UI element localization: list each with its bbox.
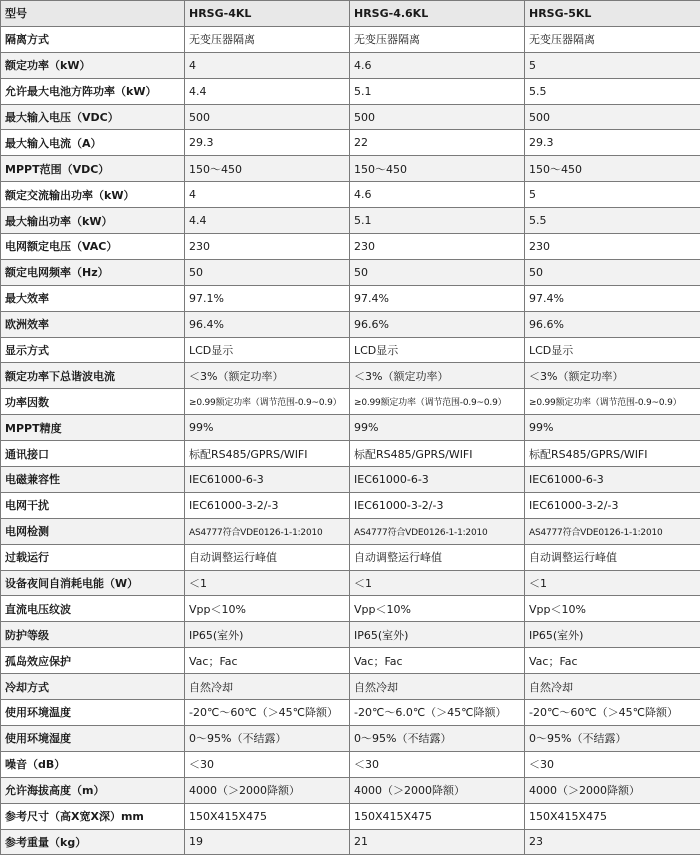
value-cell: 4 xyxy=(185,52,350,78)
value-cell: 150X415X475 xyxy=(185,803,350,829)
value-cell: Vpp＜10% xyxy=(525,596,700,622)
row-label: 最大输入电压（VDC） xyxy=(1,104,185,130)
row-label: 参考尺寸（高X宽X深）mm xyxy=(1,803,185,829)
value-cell: 150～450 xyxy=(185,156,350,182)
value-cell: Vac；Fac xyxy=(350,648,525,674)
table-row xyxy=(1,829,700,855)
value-cell: ＜30 xyxy=(185,751,350,777)
value-cell: Vpp＜10% xyxy=(350,596,525,622)
value-cell: 标配RS485/GPRS/WIFI xyxy=(525,441,700,467)
value-cell: 23 xyxy=(525,829,700,855)
table-header-row xyxy=(1,1,700,27)
value-cell: 自然冷却 xyxy=(350,674,525,700)
row-label: 电网干扰 xyxy=(1,492,185,518)
value-cell: AS4777符合VDE0126-1-1:2010 xyxy=(185,518,350,544)
row-label: 额定功率下总谐波电流 xyxy=(1,363,185,389)
value-cell: 4.6 xyxy=(350,52,525,78)
value-cell: LCD显示 xyxy=(525,337,700,363)
value-cell: ＜3%（额定功率） xyxy=(185,363,350,389)
value-cell: 4.4 xyxy=(185,208,350,234)
table-row xyxy=(1,156,700,182)
row-label: 允许最大电池方阵功率（kW） xyxy=(1,78,185,104)
row-label: 直流电压纹波 xyxy=(1,596,185,622)
value-cell: 4000（＞2000降额） xyxy=(350,777,525,803)
row-label: 电网检测 xyxy=(1,518,185,544)
row-label: 额定功率（kW） xyxy=(1,52,185,78)
table-row xyxy=(1,725,700,751)
value-cell: IP65(室外) xyxy=(525,622,700,648)
table-row xyxy=(1,596,700,622)
row-label: 使用环境湿度 xyxy=(1,725,185,751)
table-row xyxy=(1,674,700,700)
value-cell: Vac；Fac xyxy=(525,648,700,674)
value-cell: 0～95%（不结露） xyxy=(525,725,700,751)
value-cell: 96.6% xyxy=(350,311,525,337)
row-label: 最大效率 xyxy=(1,285,185,311)
row-label: 电网额定电压（VAC） xyxy=(1,234,185,260)
value-cell: 50 xyxy=(525,259,700,285)
value-cell: ＜3%（额定功率） xyxy=(350,363,525,389)
row-label: 功率因数 xyxy=(1,389,185,415)
value-cell: 0～95%（不结露） xyxy=(185,725,350,751)
value-cell: 无变压器隔离 xyxy=(525,26,700,52)
table-row xyxy=(1,363,700,389)
header-cell-hrsg-4kl: HRSG-4KL xyxy=(185,1,350,27)
value-cell: ≥0.99额定功率（调节范围-0.9~0.9） xyxy=(525,389,700,415)
table-row xyxy=(1,570,700,596)
value-cell: 4000（＞2000降额） xyxy=(525,777,700,803)
value-cell: 19 xyxy=(185,829,350,855)
table-row xyxy=(1,544,700,570)
table-row xyxy=(1,285,700,311)
row-label: 孤岛效应保护 xyxy=(1,648,185,674)
value-cell: Vac；Fac xyxy=(185,648,350,674)
table-row xyxy=(1,803,700,829)
value-cell: 97.1% xyxy=(185,285,350,311)
value-cell: ≥0.99额定功率（调节范围-0.9~0.9） xyxy=(350,389,525,415)
value-cell: ＜1 xyxy=(350,570,525,596)
header-cell-hrsg-5kl: HRSG-5KL xyxy=(525,1,700,27)
row-label: MPPT范围（VDC） xyxy=(1,156,185,182)
value-cell: 150～450 xyxy=(525,156,700,182)
header-cell-model: 型号 xyxy=(1,1,185,27)
spec-table-body xyxy=(1,26,700,855)
value-cell: Vpp＜10% xyxy=(185,596,350,622)
value-cell: 29.3 xyxy=(185,130,350,156)
table-row xyxy=(1,234,700,260)
value-cell: 21 xyxy=(350,829,525,855)
value-cell: AS4777符合VDE0126-1-1:2010 xyxy=(350,518,525,544)
value-cell: 自然冷却 xyxy=(185,674,350,700)
table-row xyxy=(1,311,700,337)
row-label: 防护等级 xyxy=(1,622,185,648)
value-cell: IEC61000-3-2/-3 xyxy=(525,492,700,518)
value-cell: IEC61000-6-3 xyxy=(350,467,525,493)
row-label: 参考重量（kg） xyxy=(1,829,185,855)
table-row xyxy=(1,130,700,156)
value-cell: 5.5 xyxy=(525,78,700,104)
table-row xyxy=(1,389,700,415)
value-cell: 150X415X475 xyxy=(350,803,525,829)
value-cell: 5.5 xyxy=(525,208,700,234)
value-cell: 无变压器隔离 xyxy=(185,26,350,52)
table-row xyxy=(1,78,700,104)
value-cell: 29.3 xyxy=(525,130,700,156)
value-cell: ＜30 xyxy=(350,751,525,777)
row-label: 额定交流输出功率（kW） xyxy=(1,182,185,208)
row-label: 噪音（dB） xyxy=(1,751,185,777)
value-cell: IEC61000-3-2/-3 xyxy=(350,492,525,518)
value-cell: -20℃～6.0℃（＞45℃降额） xyxy=(350,700,525,726)
value-cell: ＜30 xyxy=(525,751,700,777)
row-label: 最大输入电流（A） xyxy=(1,130,185,156)
value-cell: 5 xyxy=(525,182,700,208)
table-row xyxy=(1,26,700,52)
table-row xyxy=(1,208,700,234)
value-cell: 500 xyxy=(350,104,525,130)
table-row xyxy=(1,52,700,78)
value-cell: 99% xyxy=(185,415,350,441)
table-row xyxy=(1,492,700,518)
row-label: 通讯接口 xyxy=(1,441,185,467)
value-cell: 5.1 xyxy=(350,78,525,104)
value-cell: ＜3%（额定功率） xyxy=(525,363,700,389)
value-cell: 自动调整运行峰值 xyxy=(350,544,525,570)
value-cell: 自动调整运行峰值 xyxy=(185,544,350,570)
table-row xyxy=(1,648,700,674)
value-cell: 97.4% xyxy=(525,285,700,311)
row-label: 允许海拔高度（m） xyxy=(1,777,185,803)
value-cell: ≥0.99额定功率（调节范围-0.9~0.9） xyxy=(185,389,350,415)
value-cell: -20℃～60℃（＞45℃降额） xyxy=(525,700,700,726)
value-cell: 自然冷却 xyxy=(525,674,700,700)
table-row xyxy=(1,415,700,441)
value-cell: IEC61000-3-2/-3 xyxy=(185,492,350,518)
table-row xyxy=(1,104,700,130)
value-cell: IEC61000-6-3 xyxy=(185,467,350,493)
value-cell: 500 xyxy=(185,104,350,130)
value-cell: LCD显示 xyxy=(350,337,525,363)
row-label: 额定电网频率（Hz） xyxy=(1,259,185,285)
value-cell: LCD显示 xyxy=(185,337,350,363)
value-cell: 150X415X475 xyxy=(525,803,700,829)
table-row xyxy=(1,700,700,726)
row-label: 设备夜间自消耗电能（W） xyxy=(1,570,185,596)
value-cell: 230 xyxy=(350,234,525,260)
value-cell: 99% xyxy=(525,415,700,441)
value-cell: 22 xyxy=(350,130,525,156)
row-label: 过载运行 xyxy=(1,544,185,570)
row-label: MPPT精度 xyxy=(1,415,185,441)
row-label: 欧洲效率 xyxy=(1,311,185,337)
value-cell: 5 xyxy=(525,52,700,78)
value-cell: 4000（＞2000降额） xyxy=(185,777,350,803)
table-row xyxy=(1,441,700,467)
value-cell: 150～450 xyxy=(350,156,525,182)
table-row xyxy=(1,751,700,777)
row-label: 电磁兼容性 xyxy=(1,467,185,493)
value-cell: 0～95%（不结露） xyxy=(350,725,525,751)
value-cell: 4.6 xyxy=(350,182,525,208)
value-cell: 50 xyxy=(350,259,525,285)
value-cell: 标配RS485/GPRS/WIFI xyxy=(350,441,525,467)
value-cell: IP65(室外) xyxy=(350,622,525,648)
row-label: 显示方式 xyxy=(1,337,185,363)
value-cell: ＜1 xyxy=(525,570,700,596)
value-cell: ＜1 xyxy=(185,570,350,596)
value-cell: 无变压器隔离 xyxy=(350,26,525,52)
value-cell: IEC61000-6-3 xyxy=(525,467,700,493)
row-label: 最大输出功率（kW） xyxy=(1,208,185,234)
value-cell: 230 xyxy=(525,234,700,260)
value-cell: 4.4 xyxy=(185,78,350,104)
row-label: 冷却方式 xyxy=(1,674,185,700)
value-cell: AS4777符合VDE0126-1-1:2010 xyxy=(525,518,700,544)
table-row xyxy=(1,337,700,363)
value-cell: 500 xyxy=(525,104,700,130)
row-label: 使用环境温度 xyxy=(1,700,185,726)
value-cell: 5.1 xyxy=(350,208,525,234)
header-cell-hrsg-4-6kl: HRSG-4.6KL xyxy=(350,1,525,27)
value-cell: 自动调整运行峰值 xyxy=(525,544,700,570)
value-cell: 96.4% xyxy=(185,311,350,337)
table-row xyxy=(1,182,700,208)
value-cell: 99% xyxy=(350,415,525,441)
value-cell: 96.6% xyxy=(525,311,700,337)
table-row xyxy=(1,622,700,648)
value-cell: 标配RS485/GPRS/WIFI xyxy=(185,441,350,467)
value-cell: 97.4% xyxy=(350,285,525,311)
table-row xyxy=(1,777,700,803)
value-cell: IP65(室外) xyxy=(185,622,350,648)
row-label: 隔离方式 xyxy=(1,26,185,52)
table-row xyxy=(1,518,700,544)
value-cell: 4 xyxy=(185,182,350,208)
table-row xyxy=(1,467,700,493)
value-cell: 230 xyxy=(185,234,350,260)
value-cell: -20℃～60℃（＞45℃降额） xyxy=(185,700,350,726)
table-row xyxy=(1,259,700,285)
value-cell: 50 xyxy=(185,259,350,285)
